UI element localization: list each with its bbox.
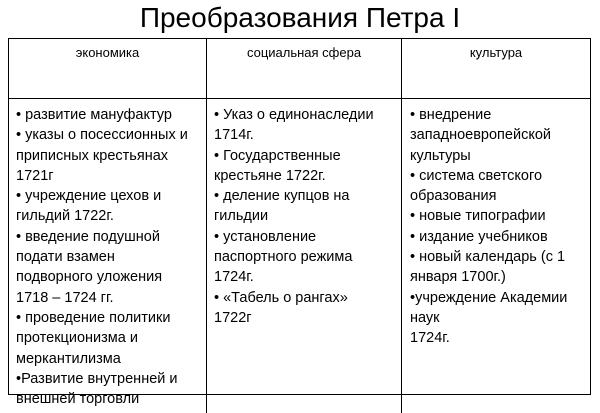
cell-line: внешней торговли (16, 391, 140, 408)
cell-line: образования (410, 188, 497, 205)
cell-line: культуры (410, 147, 471, 164)
cell-line: • учреждение цехов и (16, 188, 162, 205)
cell-line: января 1700г.) (410, 269, 506, 286)
cell-line: • введение подушной (16, 228, 160, 245)
cell-line: 1724г. (410, 330, 450, 347)
cell-line: •Развитие внутренней и (16, 370, 178, 387)
column-header-economy: экономика (9, 39, 207, 99)
cell-line: 1722г (214, 309, 252, 326)
cell-line: • Указ о единонаследии (214, 107, 374, 123)
cell-line: •учреждение Академии (410, 289, 568, 306)
cell-line: 1721г (16, 167, 54, 184)
cell-line: • проведение политики (16, 309, 171, 326)
cell-line: • система светского (410, 167, 543, 184)
cell-line: • Государственные (214, 147, 341, 164)
cell-line: 1724г. (214, 269, 254, 286)
cell-line: протекционизма и (16, 330, 138, 347)
cell-line: • внедрение (410, 107, 492, 123)
cell-line: • «Табель о рангах» (214, 289, 348, 306)
cell-line: • новый календарь (с 1 (410, 249, 566, 266)
cell-line: • указы о посессионных и (16, 127, 188, 144)
cell-line: • деление купцов на (214, 188, 350, 205)
cell-line: паспортного режима (214, 249, 353, 266)
column-header-culture: культура (402, 39, 590, 99)
cell-line: • развитие мануфактур (16, 107, 172, 123)
cell-line: наук (410, 309, 440, 326)
page-title: Преобразования Петра I (139, 2, 461, 33)
cell-line: крестьяне 1722г. (214, 167, 326, 184)
cell-line: 1714г. (214, 127, 254, 144)
cell-line: • новые типографии (410, 208, 546, 225)
cell-line: • издание учебников (410, 228, 548, 245)
cell-line: 1718 – 1724 гг. (16, 289, 114, 306)
cell-line: гильдии (214, 208, 269, 225)
column-header-social: социальная сфера (207, 39, 402, 99)
cell-line: гильдий 1722г. (16, 208, 114, 225)
column-cell-culture (402, 99, 590, 413)
cell-line: • установление (214, 228, 317, 245)
reforms-table (8, 38, 591, 408)
cell-line: меркантилизма (16, 350, 121, 367)
cell-line: западноевропейской (410, 127, 551, 144)
cell-line: подати взамен (16, 249, 115, 266)
column-cell-social (207, 99, 402, 413)
column-cell-economy (9, 99, 207, 413)
cell-line: приписных крестьянах (16, 147, 169, 164)
cell-line: подворного уложения (16, 269, 163, 286)
